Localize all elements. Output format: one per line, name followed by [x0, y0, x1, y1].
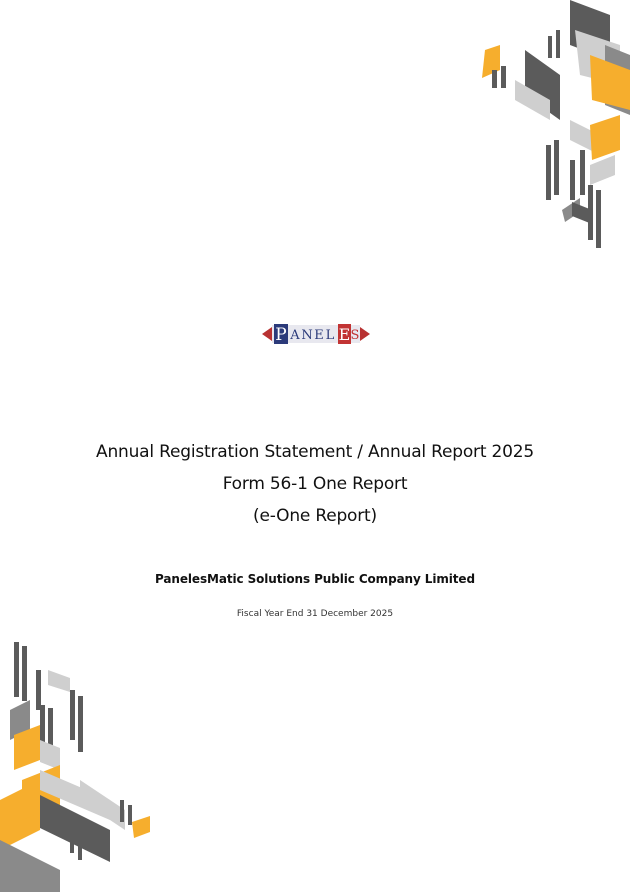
title-line-2: Form 56-1 One Report [222, 474, 408, 494]
fiscal-year-end: Fiscal Year End 31 December 2025 [236, 609, 394, 619]
logo-letter-n: N [301, 328, 313, 343]
logo-left-arrow [262, 327, 272, 341]
decorative-pattern-top-right [470, 0, 630, 260]
decorative-pattern-bottom-left [0, 630, 160, 892]
logo-letter-p: P [275, 325, 287, 345]
logo-letter-s: S [350, 328, 360, 343]
logo-right-arrow [360, 327, 370, 341]
company-name: PanelesMatic Solutions Public Company Limited [155, 572, 475, 586]
title-line-3: (e-One Report) [253, 506, 377, 526]
logo-letter-l: L [325, 328, 335, 343]
title-line-1: Annual Registration Statement / Annual Report 2025 [96, 442, 534, 462]
paneles-logo [262, 322, 370, 346]
logo-letter-a: A [290, 328, 300, 343]
report-title [0, 436, 630, 532]
logo-letter-e1: E [314, 328, 324, 343]
logo-letter-e2: E [338, 325, 351, 344]
